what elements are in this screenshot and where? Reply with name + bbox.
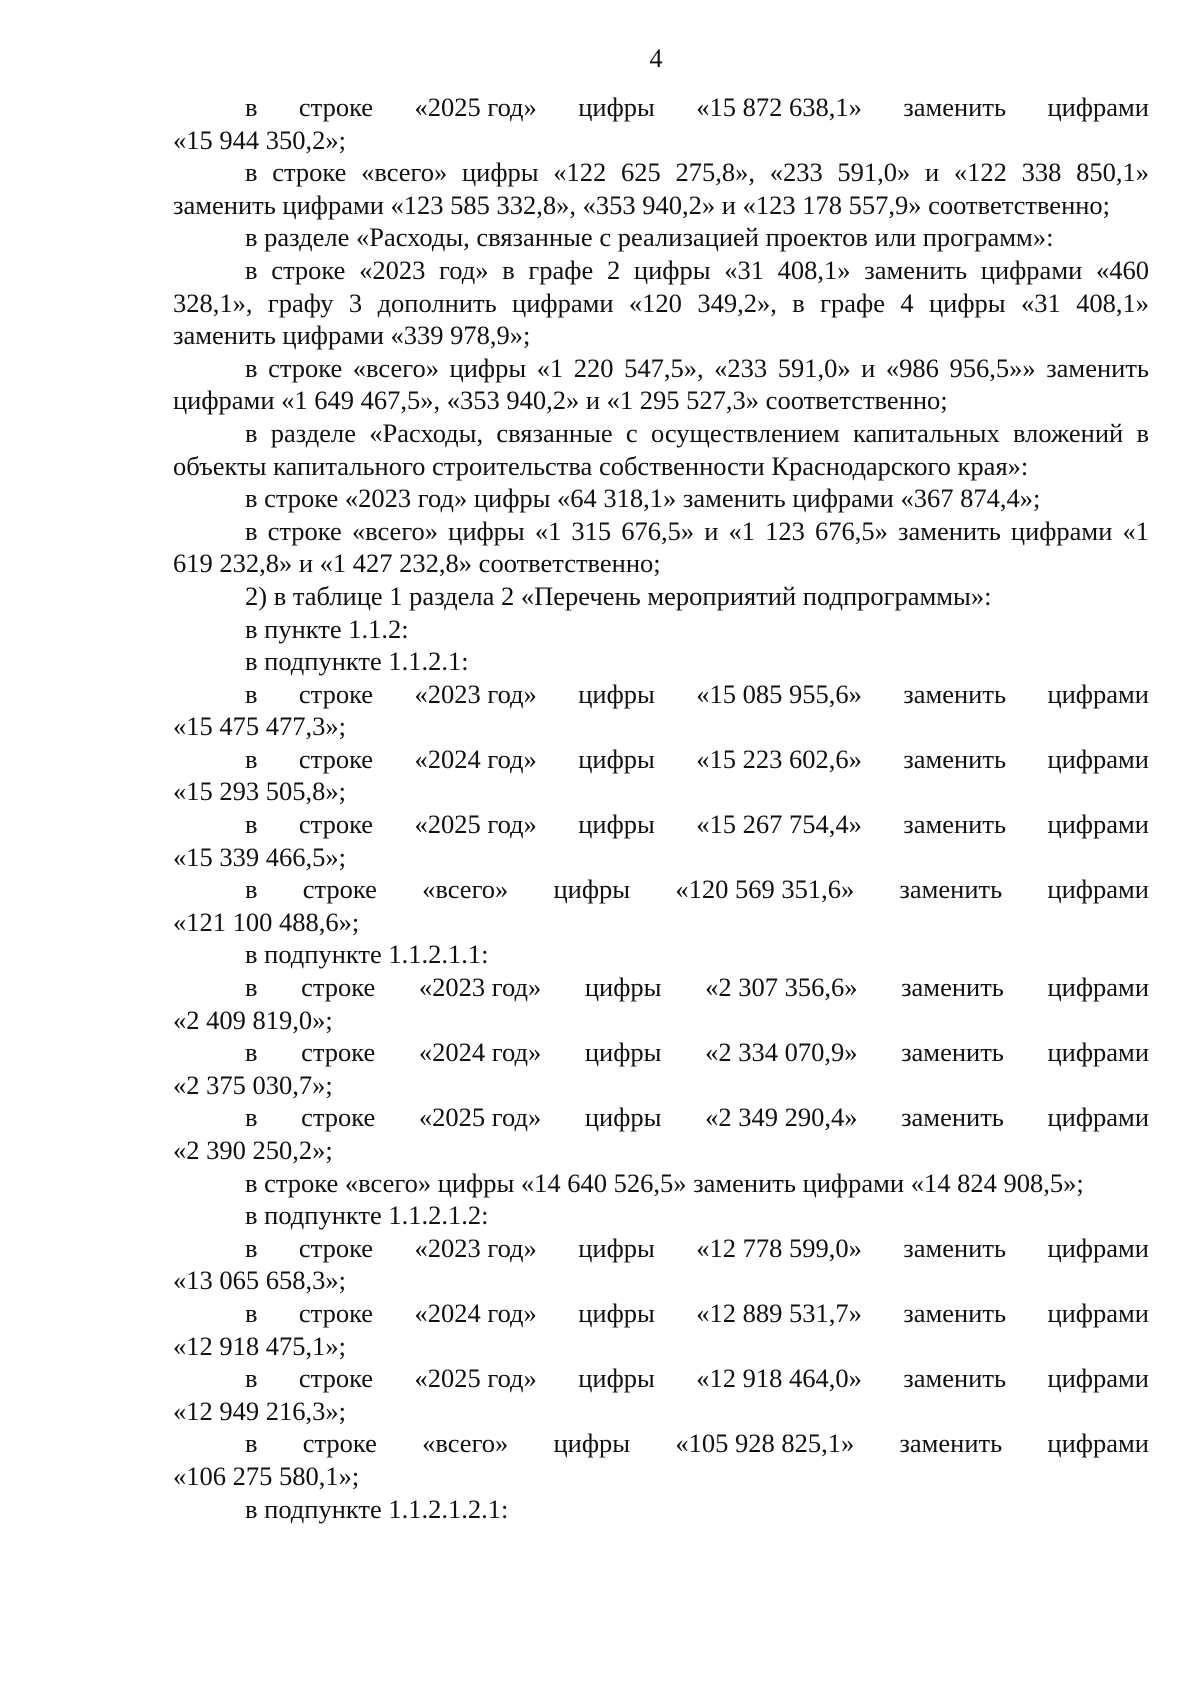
continuation-line: «15 944 350,2»;: [173, 124, 346, 155]
document-body: [173, 91, 1149, 1525]
word-group: цифры: [578, 743, 655, 774]
word-group: цифры: [584, 1037, 662, 1068]
spread-line: [173, 1362, 1149, 1395]
word-group: «12 918 464,0»: [696, 1363, 862, 1394]
word-group: заменить: [903, 1363, 1007, 1394]
paragraph: в подпункте 1.1.2.1.2.1:: [245, 1493, 509, 1524]
spread-line: [173, 743, 1149, 776]
word-group: цифры: [584, 1102, 662, 1133]
continuation-line: «121 100 488,6»;: [173, 906, 360, 937]
word-group: строке: [301, 972, 376, 1003]
spread-line: [173, 1232, 1149, 1265]
word-group: заменить: [901, 1037, 1004, 1068]
word-group: в: [245, 1428, 258, 1459]
word-group: в: [245, 678, 258, 709]
word-group: цифрами: [1047, 809, 1149, 840]
word-group: цифрами: [1047, 1232, 1149, 1263]
word-group: цифры: [578, 1232, 655, 1263]
spread-line: [173, 1101, 1149, 1134]
word-group: «2 334 070,9»: [705, 1037, 858, 1068]
word-group: цифрами: [1047, 678, 1149, 709]
word-group: строке: [298, 1232, 374, 1263]
word-group: в: [245, 743, 258, 774]
word-group: строке: [298, 678, 374, 709]
paragraph: [173, 1362, 1149, 1427]
continuation-line: «106 275 580,1»;: [173, 1460, 360, 1491]
word-group: «2025 год»: [418, 1102, 542, 1133]
word-group: цифры: [578, 1363, 655, 1394]
word-group: строке: [301, 1102, 376, 1133]
word-group: заменить: [901, 1102, 1004, 1133]
word-group: в: [245, 874, 258, 905]
paragraph: 2) в таблице 1 раздела 2 «Перечень мероприятий подпрограммы»:: [245, 580, 992, 611]
word-group: «15 872 638,1»: [696, 92, 862, 122]
word-group: «2024 год»: [418, 1037, 542, 1068]
paragraph: [173, 808, 1149, 873]
spread-line: [173, 1297, 1149, 1330]
word-group: «2023 год»: [418, 972, 542, 1003]
word-group: цифры: [584, 972, 662, 1003]
word-group: цифрами: [1047, 1363, 1149, 1394]
word-group: «15 085 955,6»: [696, 678, 862, 709]
paragraph: [173, 91, 1149, 156]
word-group: заменить: [903, 1297, 1007, 1328]
word-group: цифрами: [1047, 972, 1149, 1003]
continuation-line: «13 065 658,3»;: [173, 1265, 346, 1296]
page-number: 4: [649, 44, 663, 73]
word-group: «2023 год»: [414, 1232, 537, 1263]
paragraph: в подпункте 1.1.2.1:: [245, 646, 469, 677]
word-group: цифрами: [1047, 1428, 1149, 1459]
paragraph: [173, 1101, 1149, 1166]
continuation-line: «15 475 477,3»;: [173, 711, 346, 742]
word-group: в: [245, 972, 258, 1003]
spread-line: [173, 1036, 1149, 1069]
word-group: в: [245, 92, 258, 122]
paragraph: [173, 1297, 1149, 1362]
word-group: в: [245, 1363, 258, 1394]
word-group: заменить: [903, 1232, 1007, 1263]
word-group: цифры: [578, 1297, 655, 1328]
word-group: цифры: [553, 874, 631, 905]
word-group: строке: [298, 1363, 374, 1394]
spread-line: [173, 808, 1149, 841]
word-group: цифры: [578, 809, 655, 840]
paragraph: [173, 743, 1149, 808]
word-group: «120 569 351,6»: [675, 874, 855, 905]
word-group: «2023 год»: [414, 678, 537, 709]
word-group: «12 889 531,7»: [696, 1297, 862, 1328]
paragraph: в разделе «Расходы, связанные с осуществлением капитальных вложений в объекты капитального строительства собственности Краснодарского края»:: [173, 417, 1149, 481]
paragraph: в строке «всего» цифры «14 640 526,5» заменить цифрами «14 824 908,5»;: [245, 1167, 1084, 1198]
paragraph: [173, 873, 1149, 938]
word-group: строке: [298, 92, 374, 122]
paragraph: в строке «2023 год» цифры «64 318,1» заменить цифрами «367 874,4»;: [245, 483, 1041, 514]
word-group: «2024 год»: [414, 743, 537, 774]
paragraph: в строке «всего» цифры «1 315 676,5» и «1 123 676,5» заменить цифрами «1 619 232,8» и «1 427 232,8» соответственно;: [173, 515, 1149, 579]
paragraph: в пункте 1.1.2:: [245, 613, 409, 644]
continuation-line: «2 409 819,0»;: [173, 1004, 333, 1035]
word-group: «2 349 290,4»: [705, 1102, 858, 1133]
spread-line: [173, 1427, 1149, 1460]
paragraph: [173, 1427, 1149, 1492]
word-group: «15 223 602,6»: [696, 743, 862, 774]
word-group: заменить: [899, 874, 1003, 905]
paragraph: в строке «всего» цифры «1 220 547,5», «233 591,0» и «986 956,5»» заменить цифрами «1 649 467,5», «353 940,2» и «1 295 527,3» соответственно;: [173, 352, 1149, 416]
word-group: строке: [298, 743, 374, 774]
word-group: цифры: [578, 92, 655, 122]
word-group: цифры: [578, 678, 655, 709]
spread-line: [173, 91, 1149, 124]
word-group: строке: [298, 1297, 374, 1328]
word-group: цифрами: [1047, 874, 1149, 905]
word-group: «всего»: [422, 1428, 509, 1459]
paragraph: в разделе «Расходы, связанные с реализацией проектов или программ»:: [245, 222, 1054, 253]
word-group: «15 267 754,4»: [696, 809, 862, 840]
continuation-line: «2 375 030,7»;: [173, 1069, 333, 1100]
paragraph: в подпункте 1.1.2.1.1:: [245, 939, 489, 970]
paragraph: [173, 971, 1149, 1036]
continuation-line: «12 949 216,3»;: [173, 1395, 346, 1426]
word-group: строке: [302, 874, 377, 905]
paragraph: в строке «всего» цифры «122 625 275,8», «233 591,0» и «122 338 850,1» заменить цифрами «123 585 332,8», «353 940,2» и «123 178 557,9» соответственно;: [173, 157, 1149, 220]
word-group: заменить: [899, 1428, 1003, 1459]
paragraph: [173, 1036, 1149, 1101]
word-group: «всего»: [422, 874, 509, 905]
continuation-line: «15 293 505,8»;: [173, 776, 346, 807]
word-group: «2025 год»: [414, 809, 537, 840]
word-group: «105 928 825,1»: [675, 1428, 855, 1459]
word-group: строке: [302, 1428, 377, 1459]
word-group: «2025 год»: [414, 92, 537, 122]
spread-line: [173, 971, 1149, 1004]
word-group: цифрами: [1047, 92, 1149, 122]
word-group: заменить: [903, 92, 1007, 122]
word-group: в: [245, 1037, 258, 1068]
word-group: заменить: [903, 743, 1007, 774]
continuation-line: «15 339 466,5»;: [173, 841, 346, 872]
paragraph: [173, 1232, 1149, 1297]
word-group: «2025 год»: [414, 1363, 537, 1394]
continuation-line: «12 918 475,1»;: [173, 1330, 346, 1361]
spread-line: [173, 873, 1149, 906]
word-group: в: [245, 1297, 258, 1328]
word-group: заменить: [903, 678, 1007, 709]
word-group: «2024 год»: [414, 1297, 537, 1328]
word-group: цифрами: [1047, 1297, 1149, 1328]
paragraph: в подпункте 1.1.2.1.2:: [245, 1200, 489, 1231]
spread-line: [173, 678, 1149, 711]
word-group: строке: [301, 1037, 376, 1068]
word-group: в: [245, 1102, 258, 1133]
word-group: строке: [298, 809, 374, 840]
paragraph: в строке «2023 год» в графе 2 цифры «31 408,1» заменить цифрами «460 328,1», графу 3 дополнить цифрами «120 349,2», в графе 4 цифры «31 408,1» заменить цифрами «339 978,9»;: [173, 254, 1149, 351]
word-group: в: [245, 1232, 258, 1263]
continuation-line: «2 390 250,2»;: [173, 1135, 333, 1165]
paragraph: [173, 678, 1149, 743]
word-group: заменить: [903, 809, 1007, 840]
word-group: цифрами: [1047, 1037, 1149, 1068]
word-group: в: [245, 809, 258, 840]
word-group: заменить: [901, 972, 1004, 1003]
word-group: цифрами: [1047, 1102, 1149, 1133]
word-group: цифрами: [1047, 743, 1149, 774]
word-group: «2 307 356,6»: [705, 972, 858, 1003]
word-group: цифры: [553, 1428, 631, 1459]
word-group: «12 778 599,0»: [696, 1232, 862, 1263]
